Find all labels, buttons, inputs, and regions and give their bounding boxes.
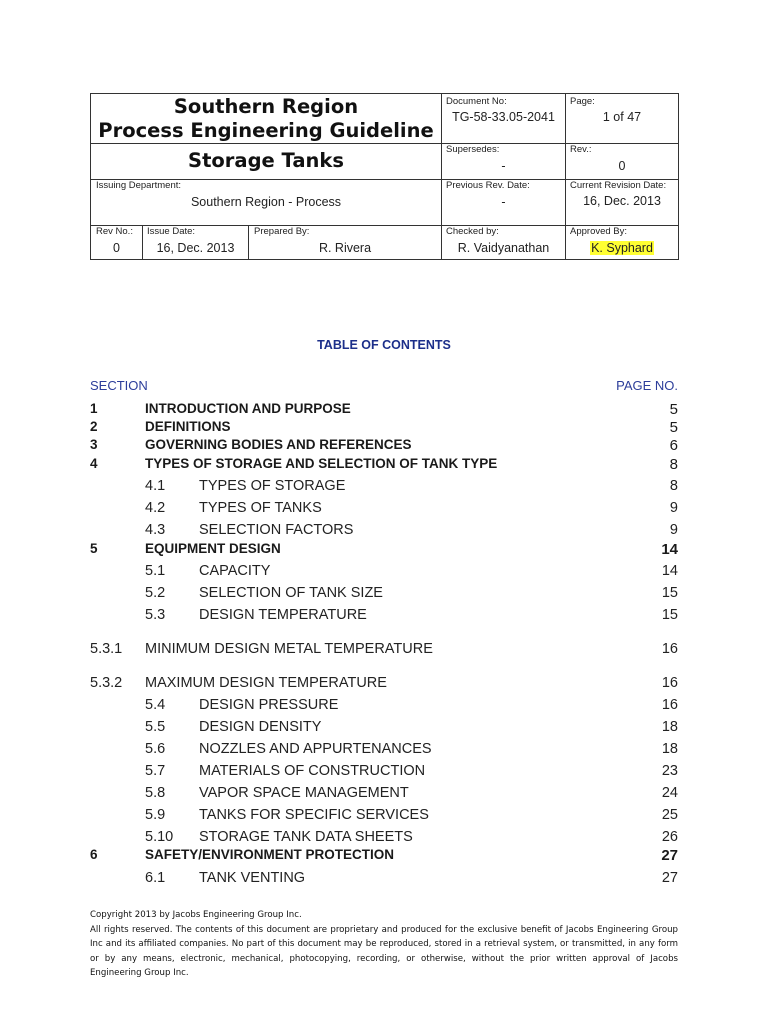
toc-entry-title: GOVERNING BODIES AND REFERENCES [145,437,412,452]
toc-entry-page: 16 [661,697,678,713]
issuing-department-label: Issuing Department: [96,180,182,191]
toc-entry-title: TANKS FOR SPECIFIC SERVICES [199,807,429,823]
org-name: Southern Region [173,95,359,118]
toc-entry-title: SELECTION OF TANK SIZE [199,585,383,601]
toc-entry-number: 5.7 [145,763,166,779]
toc-entry-page: 18 [661,741,678,757]
toc-entry-page: 6 [669,437,678,454]
current-revision-date-value: 16, Dec. 2013 [583,194,661,208]
document-header-table [90,93,679,260]
toc-entry-number: 5.6 [145,741,166,757]
approved-by-value: K. Syphard [591,241,653,255]
toc-entry[interactable] [0,541,768,559]
toc-entry[interactable] [0,401,768,419]
toc-section-header: SECTION [90,378,148,393]
rights-notice: All rights reserved. The contents of this document are proprietary and produced for the exclusive benefit of Jacobs Engineering Group Inc and its affiliated companies. No part of this document may be reproduced, stored in a retrieval system, or transmitted, in any form or by any means, electronic, mechanical, photocopying, recording, or otherwise, without the prior written approval of Jacobs Engineering Group Inc. [90,924,678,979]
issue-date-label: Issue Date: [147,226,196,237]
toc-entry-title: TYPES OF STORAGE AND SELECTION OF TANK TYPE [145,456,498,471]
toc-entry-number: 5.1 [145,563,166,579]
toc-entry-page: 16 [661,641,678,657]
toc-entry-title: TYPES OF TANKS [199,500,322,516]
toc-entry-number: 4 [90,456,98,471]
issuing-department-value: Southern Region - Process [190,195,342,209]
toc-entry[interactable] [0,785,768,803]
toc-entry[interactable] [0,500,768,518]
toc-entry[interactable] [0,522,768,540]
toc-entry-title: TYPES OF STORAGE [199,478,346,494]
toc-entry-page: 9 [669,522,678,538]
checked-by-label: Checked by: [446,226,499,237]
supersedes-label: Supersedes: [446,144,500,155]
toc-entry[interactable] [0,437,768,455]
document-no-label: Document No: [446,96,507,107]
toc-entry-page: 8 [669,478,678,494]
toc-entry-title: DESIGN DENSITY [199,719,322,735]
toc-entry-number: 5.3.1 [90,641,123,657]
toc-entry-title: CAPACITY [199,563,271,579]
toc-entry[interactable] [0,563,768,581]
toc-entry[interactable] [0,585,768,603]
toc-entry-page: 26 [661,829,678,845]
copyright-line: Copyright 2013 by Jacobs Engineering Group Inc. [90,910,302,920]
toc-entry-title: DESIGN PRESSURE [199,697,339,713]
toc-entry[interactable] [0,675,768,693]
toc-entry[interactable] [0,607,768,625]
current-revision-date-label: Current Revision Date: [570,180,667,191]
toc-entry[interactable] [0,478,768,496]
toc-entry-title: DEFINITIONS [145,419,231,434]
document-no-value: TG-58-33.05-2041 [452,110,555,124]
toc-entry-page: 14 [661,563,678,579]
toc-entry[interactable] [0,870,768,888]
approved-by-field [566,241,678,255]
toc-entry-page: 15 [661,585,678,601]
issue-date-value: 16, Dec. 2013 [156,241,235,255]
document-title: Storage Tanks [188,149,344,172]
toc-entry-page: 5 [669,401,678,418]
toc-entry-page: 16 [661,675,678,691]
toc-entry-number: 4.1 [145,478,166,494]
toc-entry-page: 23 [661,763,678,779]
prepared-by-label: Prepared By: [254,226,310,237]
toc-entry-number: 5.8 [145,785,166,801]
toc-entry-number: 5.5 [145,719,166,735]
toc-entry-title: DESIGN TEMPERATURE [199,607,367,623]
toc-entry-title: STORAGE TANK DATA SHEETS [199,829,413,845]
toc-page-header: PAGE NO. [616,378,678,393]
toc-entry-title: MINIMUM DESIGN METAL TEMPERATURE [145,641,433,657]
toc-entry[interactable] [0,419,768,437]
toc-entry-page: 27 [661,847,678,864]
toc-entry[interactable] [0,697,768,715]
toc-entry-title: MATERIALS OF CONSTRUCTION [199,763,426,779]
toc-entry-number: 6 [90,847,98,862]
approved-by-label: Approved By: [570,226,628,237]
toc-entry-page: 25 [661,807,678,823]
toc-title: TABLE OF CONTENTS [317,338,451,352]
toc-entry-page: 27 [661,870,678,886]
toc-entry-number: 1 [90,401,98,416]
toc-entry-title: SELECTION FACTORS [199,522,354,538]
toc-entry[interactable] [0,641,768,659]
toc-entry-title: MAXIMUM DESIGN TEMPERATURE [145,675,387,691]
toc-entry-number: 6.1 [145,870,166,886]
toc-entry-title: VAPOR SPACE MANAGEMENT [199,785,409,801]
toc-entry[interactable] [0,719,768,737]
toc-entry-number: 5.3.2 [90,675,123,691]
previous-rev-date-value: - [501,195,506,209]
toc-entry-number: 5.2 [145,585,166,601]
toc-entry[interactable] [0,763,768,781]
rev-value: 0 [618,159,626,173]
toc-entry-number: 4.3 [145,522,166,538]
toc-entry[interactable] [0,847,768,865]
copyright-footer [90,908,678,981]
toc-entry[interactable] [0,829,768,847]
toc-entry-page: 8 [669,456,678,473]
guideline-name: Process Engineering Guideline [98,119,434,142]
toc-entry-page: 14 [661,541,678,558]
toc-entry[interactable] [0,741,768,759]
supersedes-value: - [501,159,506,173]
toc-entry-page: 24 [661,785,678,801]
toc-entry-page: 18 [661,719,678,735]
toc-entry[interactable] [0,807,768,825]
toc-entry-number: 5.3 [145,607,166,623]
toc-entry[interactable] [0,456,768,474]
toc-entry-page: 9 [669,500,678,516]
toc-entry-title: TANK VENTING [199,870,306,886]
toc-entry-title: EQUIPMENT DESIGN [145,541,281,556]
toc-entry-number: 5.4 [145,697,166,713]
toc-entry-number: 5.10 [145,829,174,845]
toc-entry-page: 5 [669,419,678,436]
toc-entry-number: 4.2 [145,500,166,516]
previous-rev-date-label: Previous Rev. Date: [446,180,530,191]
rev-no-value: 0 [113,241,120,255]
page-value: 1 of 47 [602,110,642,124]
toc-entry-number: 5 [90,541,98,556]
prepared-by-value: R. Rivera [318,241,372,255]
rev-label: Rev.: [570,144,592,155]
page-label: Page: [570,96,595,107]
toc-entry-title: NOZZLES AND APPURTENANCES [199,741,432,757]
toc-entry-page: 15 [661,607,678,623]
rev-no-label: Rev No.: [96,226,133,237]
checked-by-value: R. Vaidyanathan [457,241,550,255]
toc-entry-number: 3 [90,437,98,452]
toc-entry-title: SAFETY/ENVIRONMENT PROTECTION [145,847,395,862]
toc-entry-number: 5.9 [145,807,166,823]
toc-entry-number: 2 [90,419,98,434]
toc-entry-title: INTRODUCTION AND PURPOSE [145,401,351,416]
